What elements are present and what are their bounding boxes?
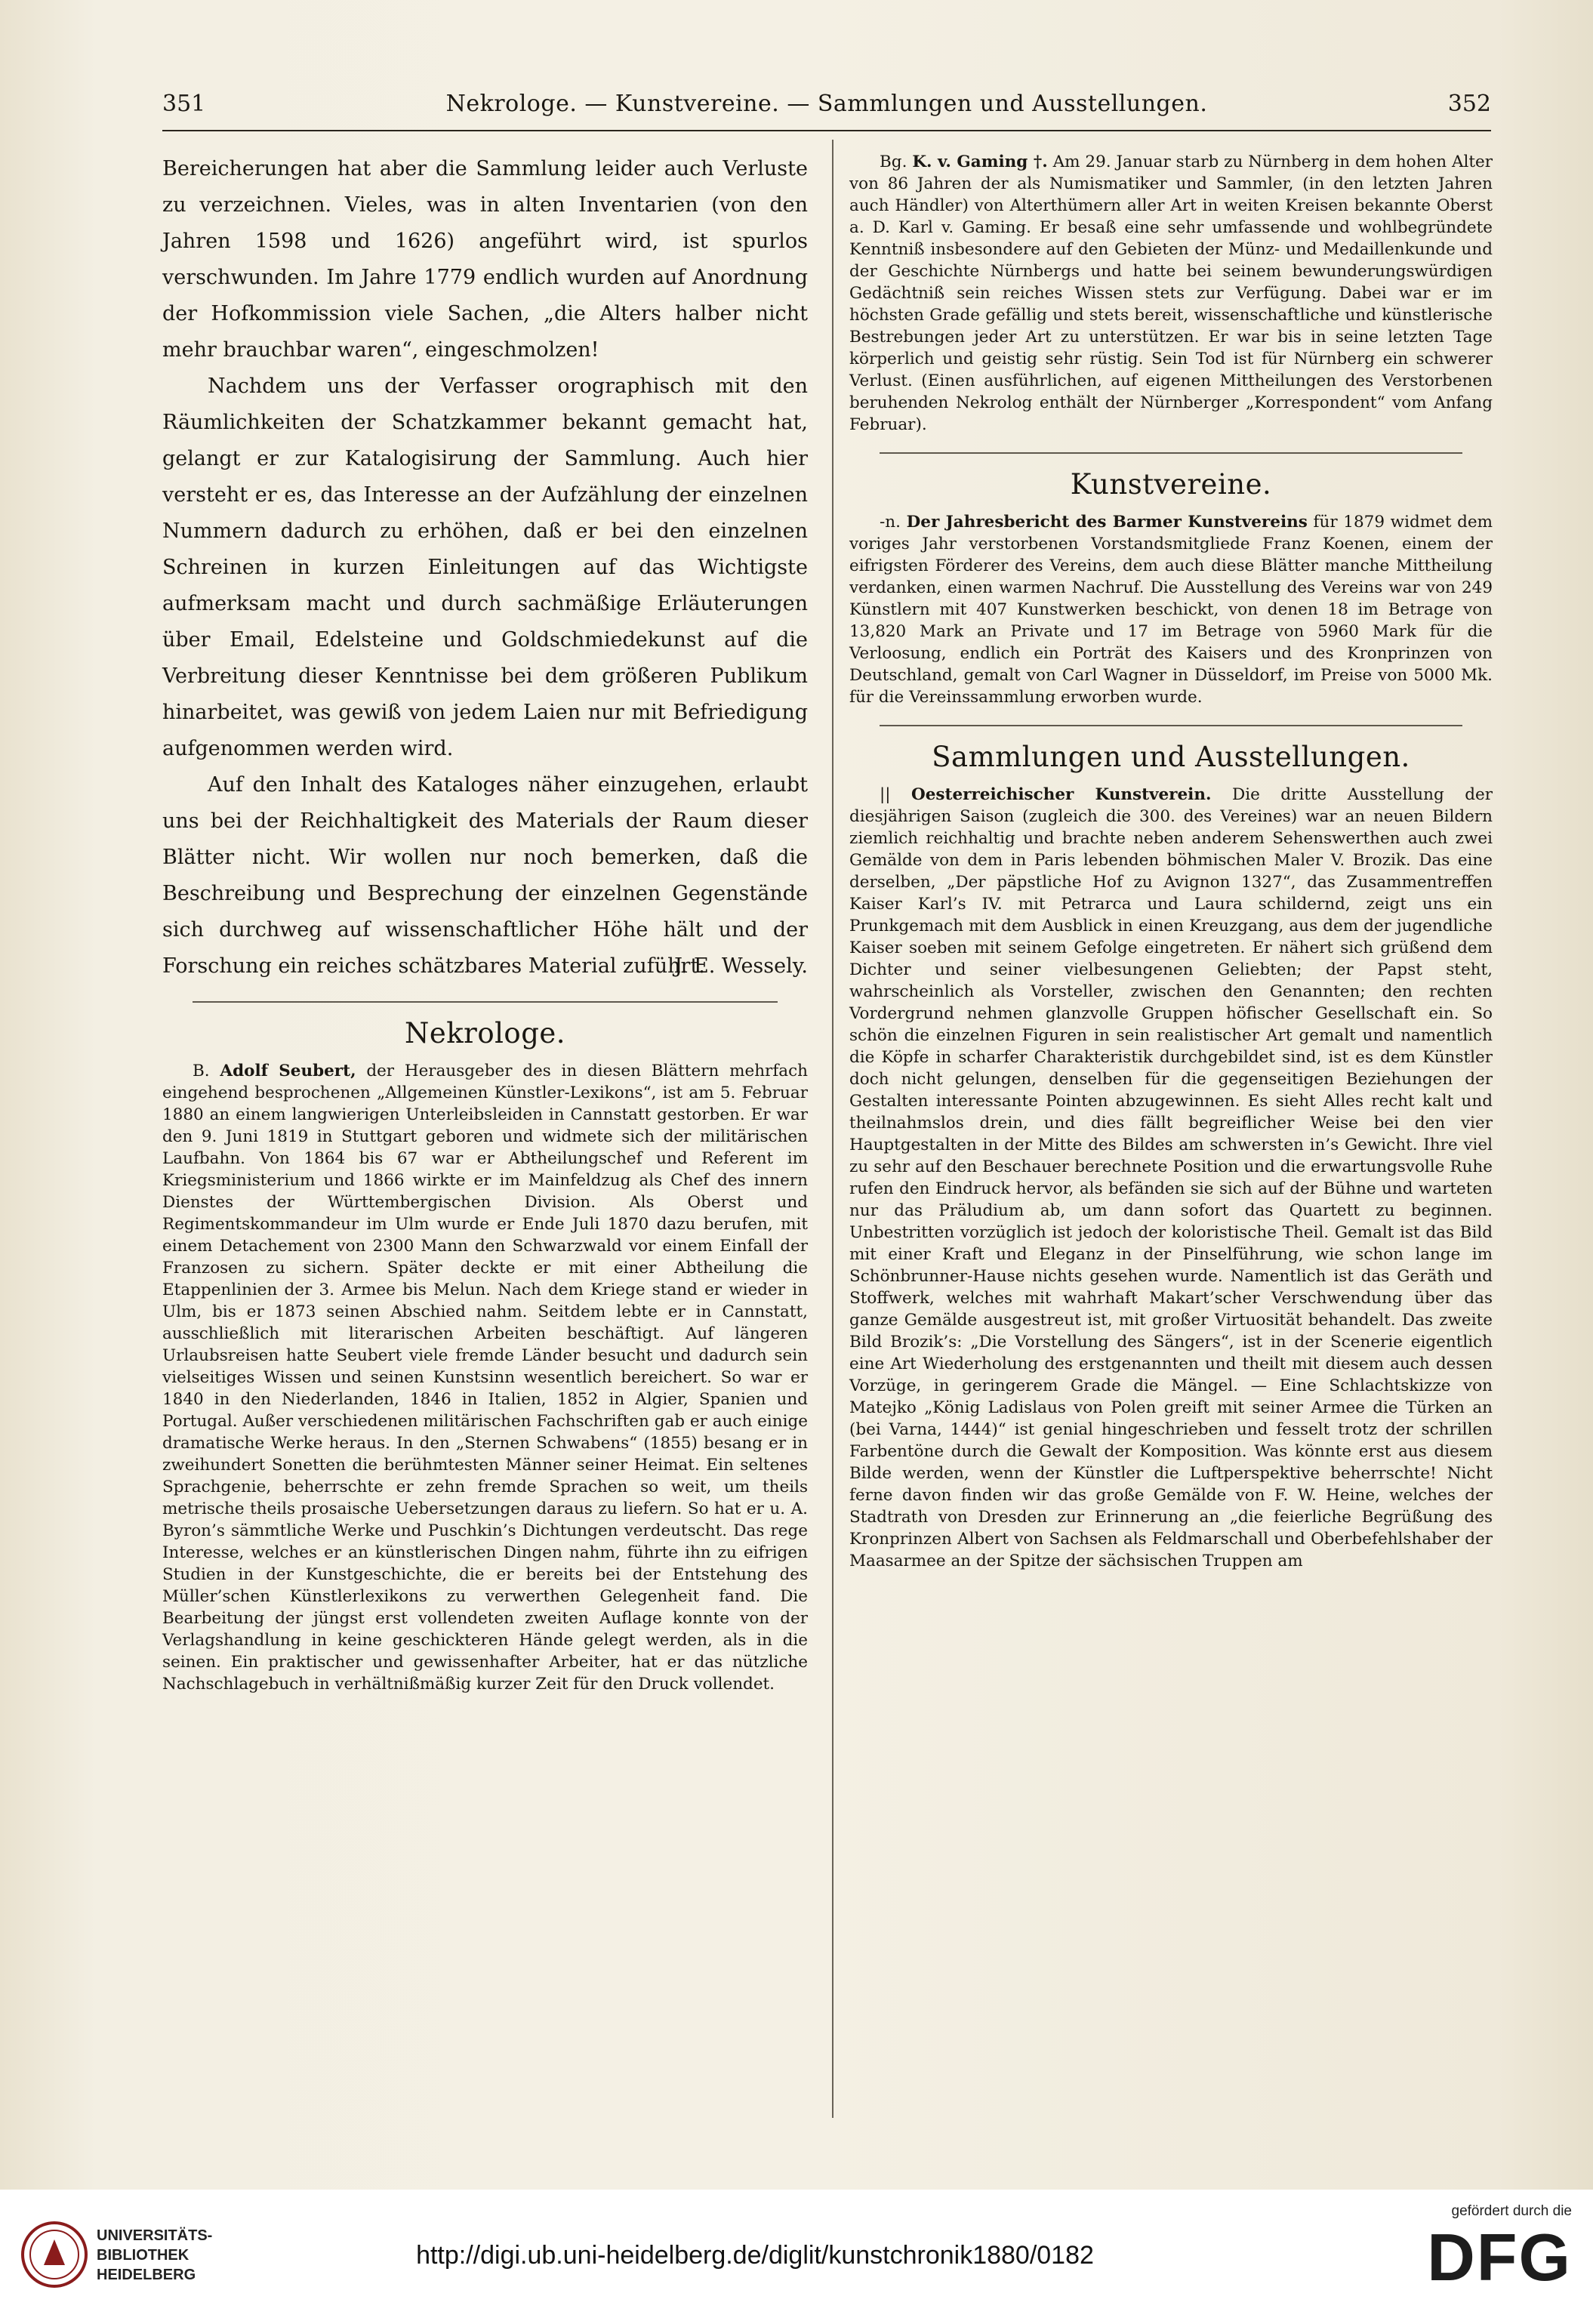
article-oesterreich: [849, 784, 1493, 1572]
author-initial: ||: [880, 785, 891, 804]
article-oesterreich-text: [849, 784, 1493, 1572]
library-name: [97, 2226, 212, 2285]
author-initial: -n.: [880, 513, 901, 532]
article-barmen-text: [849, 511, 1493, 708]
obituary-name: K. v. Gaming †.: [912, 153, 1048, 171]
article-barmen: [849, 511, 1493, 708]
obituary-gaming-text: [849, 151, 1493, 436]
obituary-gaming: [849, 151, 1493, 436]
dfg-logo-mark: DFG: [1427, 2220, 1572, 2295]
article-body: für 1879 widmet dem voriges Jahr verstorbenen Vorstandsmitgliede Franz Koenen, einem der eifrigsten Förderer des Vereins, dem auch diese Blätter manche Mittheilung verdanken, einen warmen Nachruf. Die Ausstellung des Vereins war von 249 Künstlern mit 407 Kunstwerken beschickt, von denen 18 im Betrage von 13,820 Mark an Private und 17 im Betrage von 5960 Mark für die Verloosung, endlich ein Porträt des Kaisers und des Kronprinzen von Deutschland, gemalt von Carl Wagner in Düsseldorf, im Preise von 5000 Mk. für die Vereinssammlung erworben wurde.: [849, 513, 1493, 707]
obituary-seubert-text: [162, 1060, 808, 1695]
section-separator: [193, 1001, 778, 1003]
author-initial: B.: [193, 1062, 210, 1080]
digitization-footer: [0, 2190, 1593, 2324]
running-header: [162, 91, 1491, 130]
section-separator: [880, 725, 1462, 726]
source-url-link[interactable]: http://digi.ub.uni-heidelberg.de/diglit/kunstchronik1880/0182: [416, 2241, 1094, 2270]
author-initial: Bg.: [880, 153, 907, 171]
library-name-line: HEIDELBERG: [97, 2267, 196, 2283]
article-body: Die dritte Ausstellung der diesjährigen Saison (zugleich die 300. des Vereines) war an neuen Bildern ziemlich reichhaltig und brachte neben anderem Sehenswerthen auch zwei Gemälde von dem in Paris lebenden böhmischen Maler V. Brozik. Das eine derselben, „Der päpstliche Hof zu Avignon 1327“, das Zusammentreffen Kaiser Karl’s IV. mit Petrarca und Laura schildernd, zeigt uns ein Prunkgemach mit dem Ausblick in einen Kreuzgang, aus dem der jugendliche Kaiser soeben mit seinem Gefolge eingetreten. Er nähert sich grüßend dem Dichter und seiner vielbesungenen Geliebten; der Papst steht, wahrscheinlich als Vorsteller, zwischen den Genannten; den rechten Vordergrund nehmen glanzvolle Gruppen höfischer Gesellschaft ein. So schön die einzelnen Figuren in sein realistischer Art gemalt und namentlich die Köpfe in scharfer Charakteristik durchgebildet sind, ist es dem Künstler doch nicht gelungen, denselben für die gegenseitigen Beziehungen der Gestalten interessante Pointen abzugewinnen. Es sieht Alles recht kalt und theilnahmslos drein, und dies fällt begreiflicher Weise bei den vier Hauptgestalten in der Mitte des Bildes am schwersten in’s Gewicht. Ihre viel zu sehr auf den Beschauer berechnete Position und die erwartungsvolle Ruhe rufen den Eindruck hervor, als befänden sie sich auf der Bühne und warteten nur das Präludium ab, um dann sofort das Quartett zu beginnen. Unbestritten vorzüglich ist jedoch der koloristische Theil. Gemalt ist das Bild mit einer Kraft und Eleganz in der Pinselführung, wie schon lange im Schönbrunner-Hause nichts gesehen wurde. Namentlich ist das Geräth und Stoffwerk, welches mit wahrhaft Makart’scher Verschwendung über das ganze Gemälde ausgestreut ist, mit großer Virtuosität behandelt. Das zweite Bild Brozik’s: „Die Vorstellung des Sängers“, ist in der Scenerie eigentlich eine Art Wiederholung des erstgenannten und theilt mit diesem auch dessen Vorzüge, in geringerem Grade die Mängel. — Eine Schlachtskizze von Matejko „König Ladislaus von Polen greift mit seiner Armee die Türken an (bei Varna, 1444)“ ist genial hingeschrieben und fesselt trotz der schrillen Farbentöne durch die Gewalt der Komposition. Was könnte erst aus diesem Bilde werden, wenn der Künstler die Luftperspektive beherrschte! Nicht ferne davon finden wir das große Gemälde von F. W. Heine, welches der Stadtrath von Dresden zur Erinnerung an „die feierliche Begrüßung des Kronprinzen Albert von Sachsen als Feldmarschall und Oberbefehlshaber der Maasarmee an der Spitze der sächsischen Truppen am: [849, 785, 1493, 1570]
column-divider: [832, 140, 833, 2118]
obituary-body: der Herausgeber des in diesen Blättern mehrfach eingehend besprochenen „Allgemeinen Künstler-Lexikons“, ist am 5. Februar 1880 an einem langwierigen Unterleibsleiden in Cannstatt gestorben. Er war den 9. Juni 1819 in Stuttgart geboren und widmete sich der militärischen Laufbahn. Von 1864 bis 67 war er Abtheilungschef und Referent im Kriegsministerium und 1866 wirkte er im Mainfeldzug als Chef des innern Dienstes der Württembergischen Division. Als Oberst und Regimentskommandeur im Ulm wurde er Ende Juli 1870 dazu berufen, mit einem Detachement von 2300 Mann den Schwarzwald vor einem Einfall der Franzosen zu sichern. Später deckte er mit einer Abtheilung die Etappenlinien der 3. Armee bis Melun. Nach dem Kriege stand er wieder in Ulm, bis er 1873 seinen Abschied nahm. Seitdem lebte er in Cannstatt, ausschließlich mit literarischen Arbeiten beschäftigt. Auf längeren Urlaubsreisen hatte Seubert viele fremde Länder besucht und dadurch sein vielseitiges Wissen und seinen Kunstsinn wesentlich bereichert. So war er 1840 in den Niederlanden, 1846 in Italien, 1852 in Algier, Spanien und Portugal. Außer verschiedenen militärischen Fachschriften gab er auch einige dramatische Werke heraus. In den „Sternen Schwabens“ (1855) besang er in zweihundert Sonetten die berühmtesten Männer seiner Heimat. Ein seltenes Sprachgenie, beherrschte er zehn fremde Sprachen so weit, um theils metrische theils prosaische Uebersetzungen daraus zu liefern. So hat er u. A. Byron’s sämmtliche Werke und Puschkin’s Dichtungen verdeutscht. Das rege Interesse, welches er an künstlerischen Dingen nahm, führte ihn zu eifrigen Studien in der Kunstgeschichte, die er bereits bei der Entstehung des Müller’schen Künstlerlexikons zu verwerthen Gelegenheit fand. Die Bearbeitung der jüngst erst vollendeten zweiten Auflage konnte von der Verlagshandlung in keine geschickteren Hände gelegt werden, als in die seinen. Ein praktischer und gewissenhafter Arbeiter, hat er das nützliche Nachschlagebuch in verhältnißmäßig kurzer Zeit für den Druck vollendet.: [162, 1062, 808, 1694]
heidelberg-library-logo[interactable]: [21, 2218, 217, 2294]
obituary-body: Am 29. Januar starb zu Nürnberg in dem hohen Alter von 86 Jahren der als Numismatiker und Sammler, (in den letzten Jahren auch Händler) von Alterthümern aller Art in weiten Kreisen bekannte Oberst a. D. Karl v. Gaming. Er besaß eine sehr umfassende und wohlbegründete Kenntniß insbesondere auf den Gebieten der Münz- und Medaillenkunde und der Geschichte Nürnbergs und hatte bei seinem bewunderungswürdigen Gedächtniß sein reiches Wissen stets zur Verfügung. Dabei war er im höchsten Grade gefällig und stets bereit, wissenschaftliche und künstlerische Bestrebungen jeder Art zu unterstützen. Er war bis in seine letzten Tage körperlich und geistig sehr rüstig. Sein Tod ist für Nürnberg ein schwerer Verlust. (Einen ausführlichen, auf eigenen Mittheilungen des Verstorbenen beruhenden Nekrolog enthält der Nürnberger „Korrespondent“ vom Anfang Februar).: [849, 153, 1493, 434]
running-title: Nekrologe. — Kunstvereine. — Sammlungen und Ausstellungen.: [445, 91, 1208, 117]
review-signature: J. E. Wessely.: [674, 954, 808, 978]
right-column: [849, 151, 1493, 1572]
section-separator: [880, 452, 1462, 454]
left-column: [162, 151, 808, 1695]
funding-note: gefördert durch die: [1451, 2203, 1572, 2219]
review-paragraph-2: Nachdem uns der Verfasser orographisch mit den Räumlichkeiten der Schatzkammer bekannt gemacht hat, gelangt er zur Katalogisirung der Sammlung. Auch hier versteht er es, das Interesse an der Aufzählung der einzelnen Nummern dadurch zu erhöhen, daß er bei den einzelnen Schreinen in kurzen Einleitungen auf das Wichtigste aufmerksam macht und durch sachmäßige Erläuterungen über Email, Edelsteine und Goldschmiedekunst auf die Verbreitung dieser Kenntnisse bei dem größeren Publikum hinarbeitet, was gewiß von jedem Laien nur mit Befriedigung aufgenommen werden wird.: [162, 374, 808, 760]
wessely-review: [162, 151, 808, 985]
page-number-right: 352: [1447, 91, 1491, 117]
dfg-funding-logo[interactable]: [1406, 2203, 1572, 2316]
obituary-name: Adolf Seubert,: [220, 1062, 356, 1080]
review-paragraph-3: Auf den Inhalt des Kataloges näher einzugehen, erlaubt uns bei der Reichhaltigkeit des Materials der Raum dieser Blätter nicht. Wir wollen nur noch bemerken, daß die Beschreibung und Besprechung der einzelnen Gegenstände sich durchweg auf wissenschaftlicher Höhe hält und der Forschung ein reiches schätzbares Material zuführt.: [162, 773, 808, 978]
library-name-line: BIBLIOTHEK: [97, 2247, 189, 2264]
page-number-left: 351: [162, 91, 206, 117]
header-rule: [162, 130, 1491, 131]
article-heading: Oesterreichischer Kunstverein.: [911, 785, 1212, 804]
section-title-sammlungen: Sammlungen und Ausstellungen.: [932, 741, 1410, 773]
library-name-line: UNIVERSITÄTS-: [97, 2227, 213, 2244]
section-title-nekrologe: Nekrologe.: [404, 1017, 566, 1049]
article-heading: Der Jahresbericht des Barmer Kunstvereins: [906, 513, 1308, 532]
obituary-seubert: [162, 1060, 808, 1695]
section-title-kunstvereine: Kunstvereine.: [1070, 468, 1272, 501]
review-paragraph-1: Bereicherungen hat aber die Sammlung leider auch Verluste zu verzeichnen. Vieles, was in alten Inventarien (von den Jahren 1598 und 1626) angeführt wird, ist spurlos verschwunden. Im Jahre 1779 endlich wurden auf Anordnung der Hofkommission viele Sachen, „die Alters halber nicht mehr brauchbar waren“, eingeschmolzen!: [162, 157, 808, 362]
university-seal-icon: [21, 2221, 88, 2288]
